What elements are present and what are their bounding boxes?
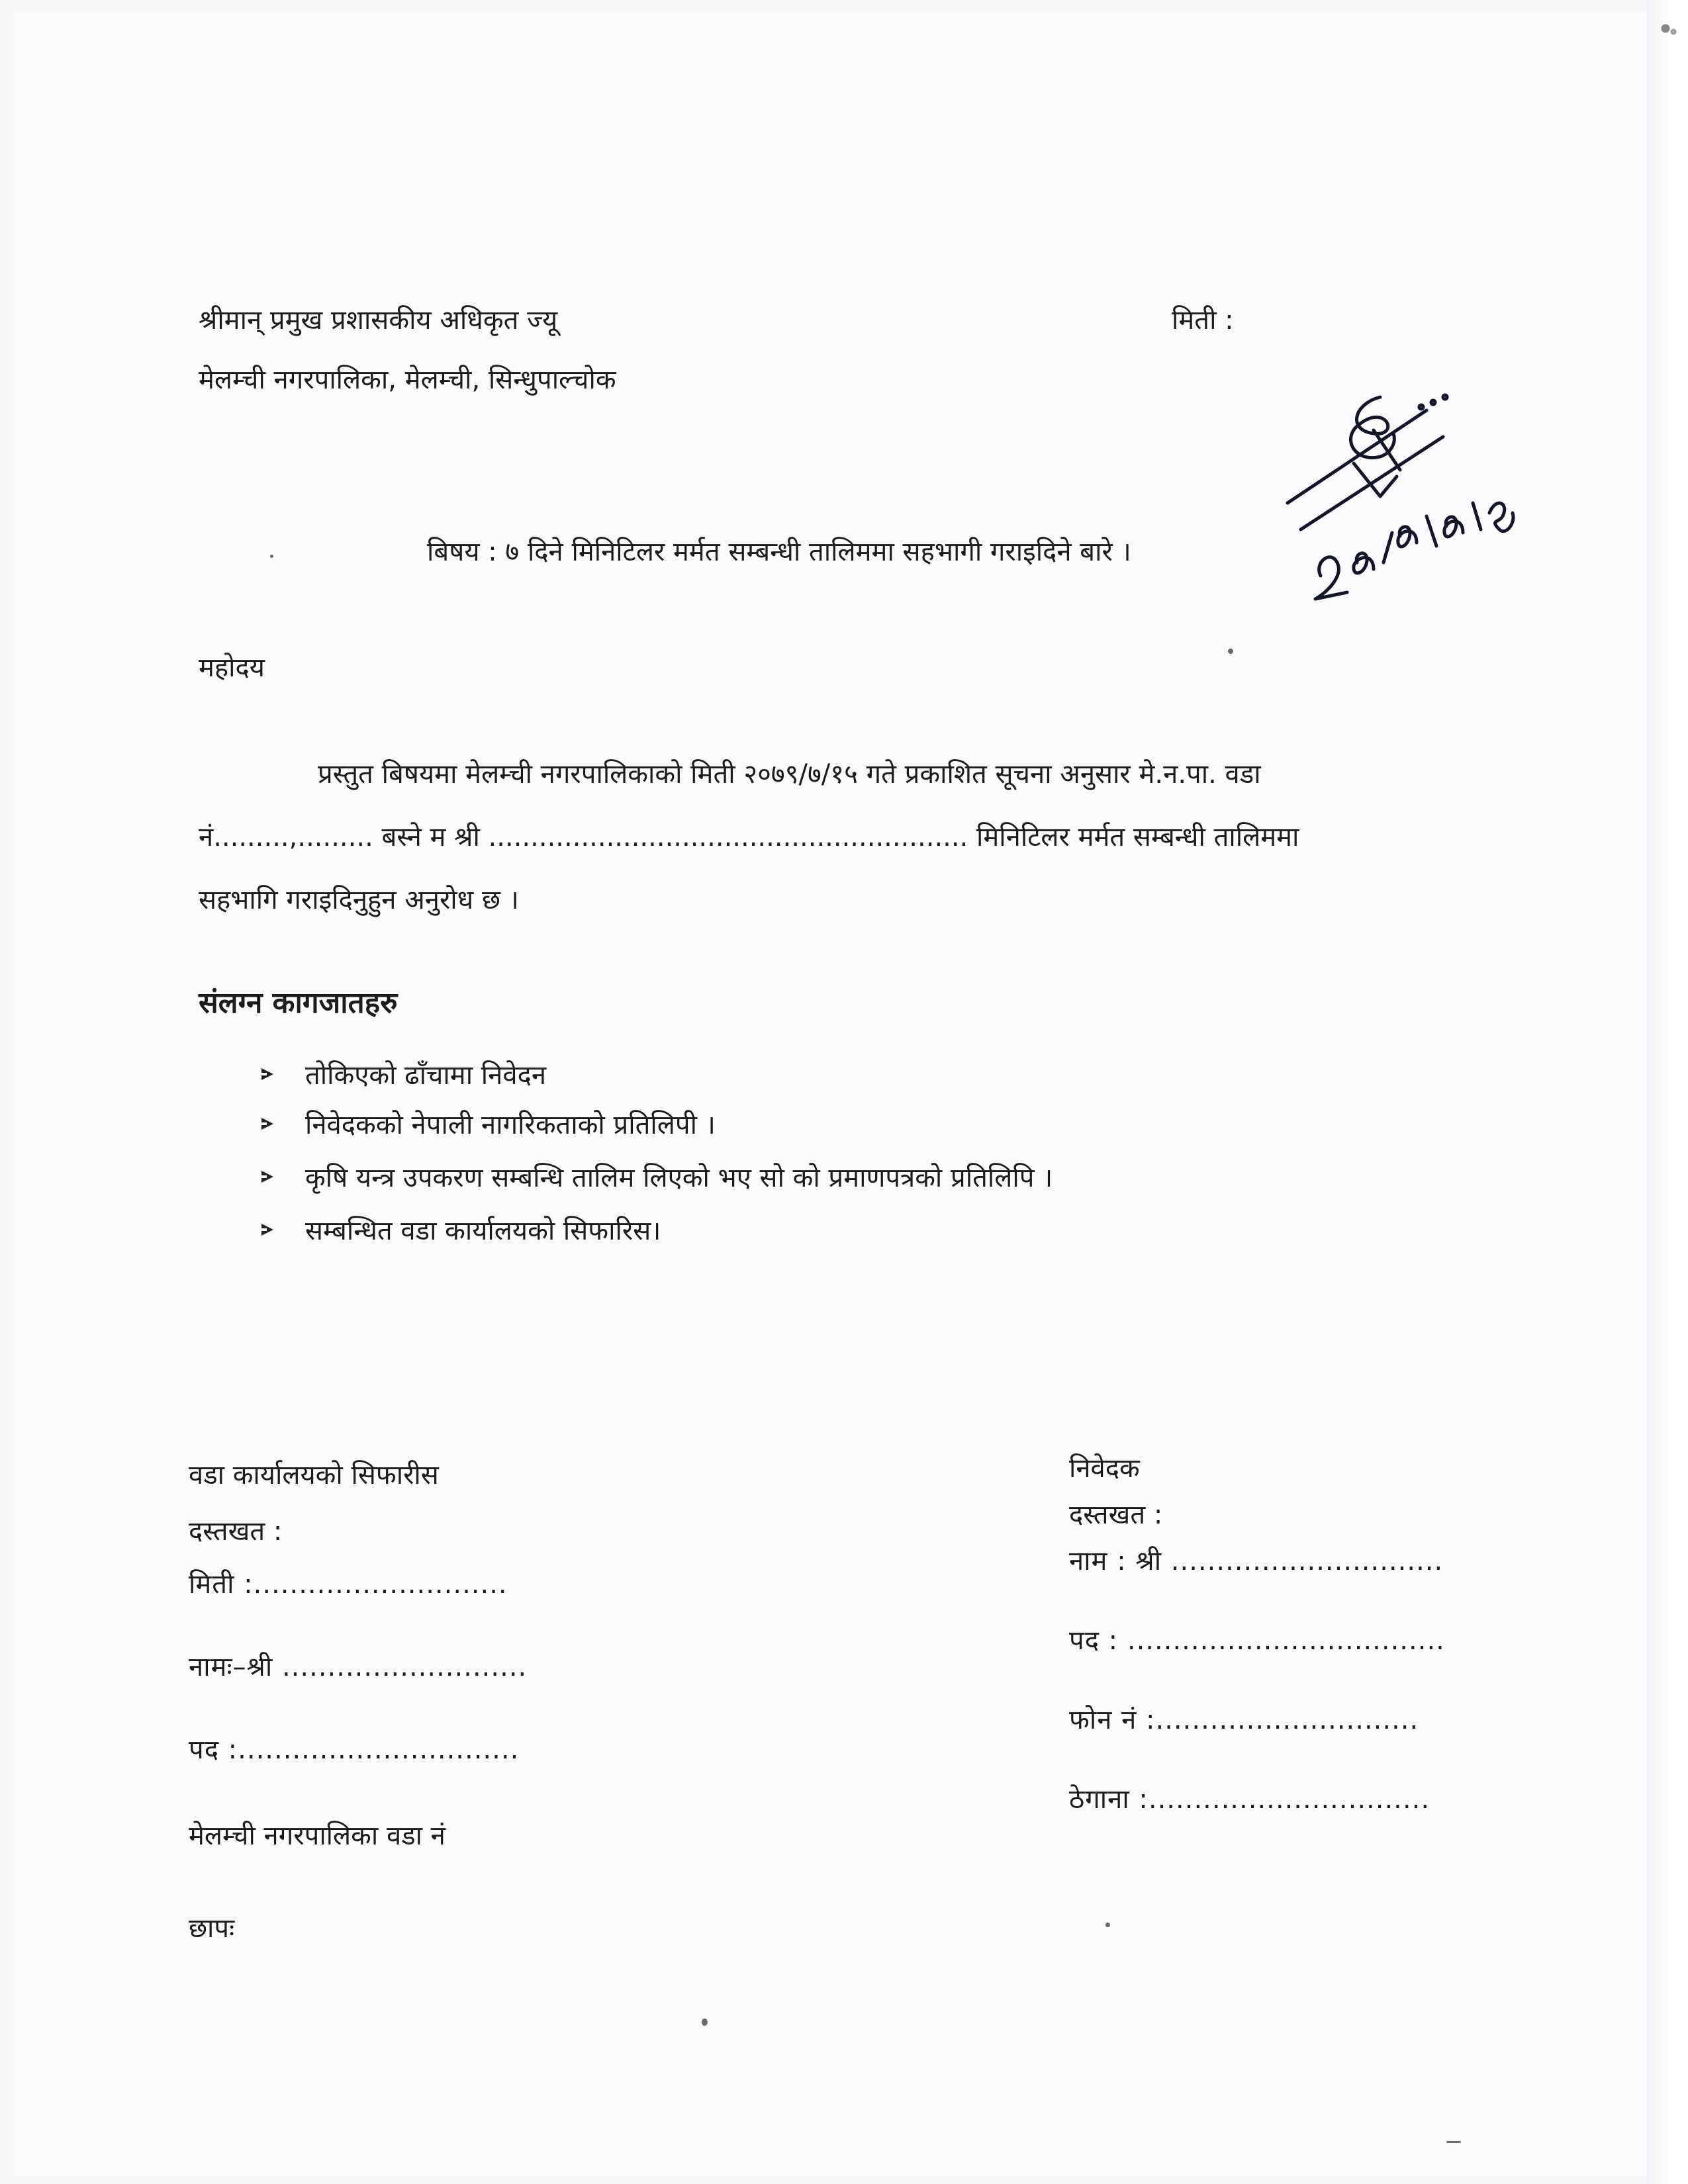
page-edge — [1647, 0, 1688, 2184]
list-item — [261, 1105, 716, 1142]
attachment-item-label: निवेदकको नेपाली नागरिकताको प्रतिलिपी । — [305, 1110, 716, 1140]
applicant-name-field: नाम : श्री .............................. — [1069, 1546, 1444, 1576]
date-label: मिती : — [1172, 305, 1234, 336]
scan-speck — [1228, 649, 1233, 654]
scan-speck — [1105, 1923, 1110, 1927]
arrow-bullet-icon — [261, 1171, 273, 1183]
applicant-post-field: पद : ................................... — [1069, 1625, 1445, 1656]
applicant-signature-label: दस्तखत : — [1069, 1500, 1163, 1530]
ward-signature-label: दस्तखत : — [189, 1516, 283, 1547]
subject-line: बिषय : ७ दिने मिनिटिलर मर्मत सम्बन्धी तालिममा सहभागी गराइदिने बारे । — [427, 537, 1131, 567]
scan-speck — [1446, 2141, 1461, 2143]
scan-speck — [270, 555, 273, 558]
arrow-bullet-icon — [261, 1068, 273, 1080]
applicant-title: निवेदक — [1069, 1453, 1140, 1484]
handwritten-signature — [1274, 364, 1546, 615]
body-line-3: सहभागि गराइदिनुहुन अनुरोध छ । — [199, 885, 519, 915]
attachments-heading: संलग्न कागजातहरु — [199, 986, 398, 1020]
scan-speck — [702, 2019, 708, 2026]
attachment-item-label: कृषि यन्त्र उपकरण सम्बन्धि तालिम लिएको भए सो को प्रमाणपत्रको प्रतिलिपि । — [305, 1163, 1053, 1193]
attachment-item-label: तोकिएको ढाँचामा निवेदन — [305, 1060, 547, 1091]
arrow-bullet-icon — [261, 1118, 273, 1130]
ward-post-field: पद :............................... — [189, 1735, 520, 1765]
applicant-address-field: ठेगाना :............................... — [1069, 1784, 1430, 1815]
list-item — [261, 1211, 661, 1248]
ward-stamp-label: छापः — [189, 1913, 235, 1944]
list-item — [261, 1056, 546, 1092]
body-line-1: प्रस्तुत बिषयमा मेलम्ची नगरपालिकाको मिती २०७९/७/१५ गते प्रकाशित सूचना अनुसार मे.न.पा. वडा — [318, 759, 1261, 790]
addressee-line-2: मेलम्ची नगरपालिका, मेलम्ची, सिन्धुपाल्चोक — [199, 365, 616, 395]
ward-recommendation-title: वडा कार्यालयको सिफारीस — [189, 1460, 439, 1490]
list-item — [261, 1158, 1053, 1195]
attachment-item-label: सम्बन्धित वडा कार्यालयको सिफारिस। — [305, 1216, 661, 1246]
ward-name-field: नामः–श्री ........................... — [189, 1652, 528, 1682]
edge-ink-mark — [1655, 12, 1681, 45]
ward-date-field: मिती :............................ — [189, 1569, 508, 1600]
ward-number-label: मेलम्ची नगरपालिका वडा नं — [189, 1821, 445, 1851]
salutation: महोदय — [199, 653, 265, 683]
addressee-line-1: श्रीमान् प्रमुख प्रशासकीय अधिकृत ज्यू — [199, 305, 558, 336]
applicant-phone-field: फोन नं :............................. — [1069, 1705, 1419, 1735]
body-line-2: नं.........,......... बस्ने म श्री ......................................................... मिनिटिलर मर्मत सम्बन्धी तालिममा — [199, 822, 1299, 852]
arrow-bullet-icon — [261, 1224, 273, 1236]
